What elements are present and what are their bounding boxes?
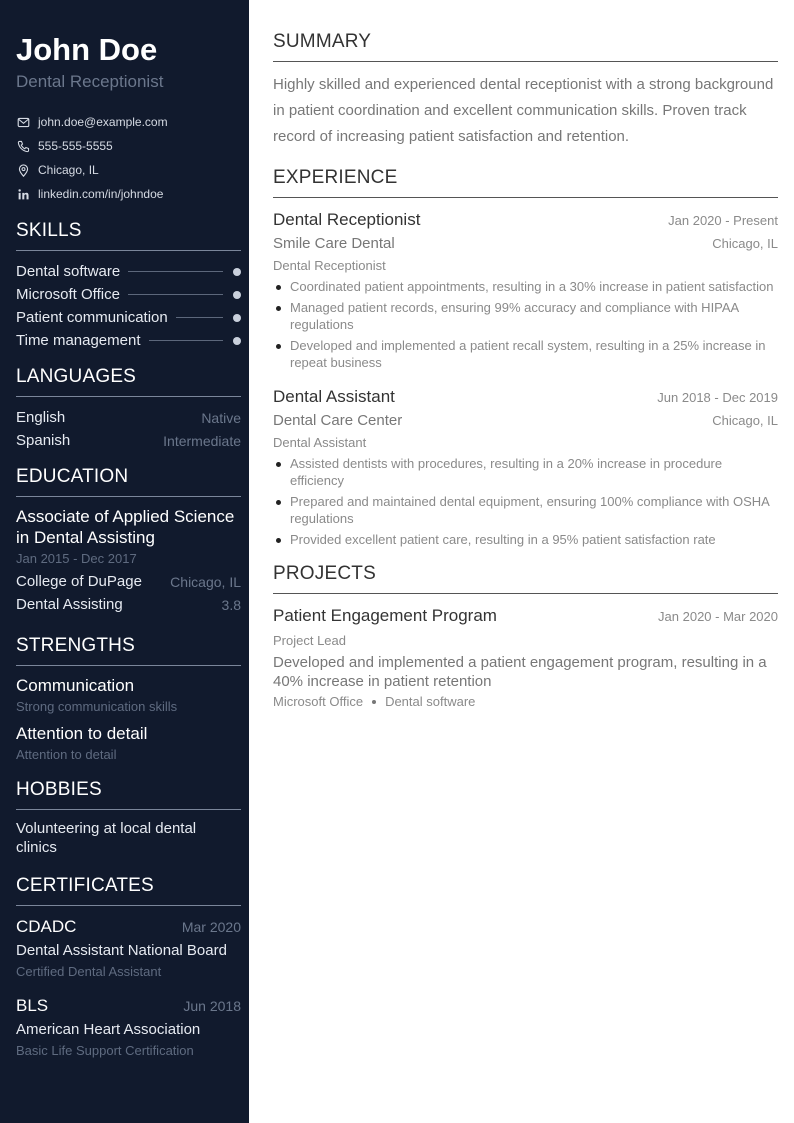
contact-email-text: john.doe@example.com — [38, 115, 168, 129]
education-field-row — [16, 593, 241, 616]
skill-label: Microsoft Office — [16, 286, 120, 303]
certificate-desc: Certified Dental Assistant — [16, 964, 162, 979]
job-bullet: Coordinated patient appointments, resulting in a 30% increase in patient satisfaction — [273, 278, 778, 295]
skill-dot — [233, 268, 241, 276]
certificates-heading: CERTIFICATES — [16, 874, 241, 906]
skill-item — [16, 283, 241, 306]
certificate-header — [16, 994, 241, 1018]
education-dates: Jan 2015 - Dec 2017 — [16, 551, 137, 566]
certificate-date: Mar 2020 — [181, 919, 241, 935]
education-field: Dental Assisting — [16, 596, 123, 613]
contact-location-text: Chicago, IL — [38, 163, 99, 177]
skill-label: Patient communication — [16, 309, 168, 326]
certificate-org: American Heart Association — [16, 1021, 201, 1038]
education-gpa: 3.8 — [221, 596, 241, 613]
language-level: Intermediate — [163, 432, 241, 449]
education-degree: Associate of Applied Science in Dental Assisting — [16, 507, 235, 547]
candidate-title: Dental Receptionist — [16, 72, 164, 91]
skill-dot — [233, 291, 241, 299]
contact-location — [16, 158, 241, 182]
summary-text: Highly skilled and experienced dental receptionist with a strong background in patient coordination and excellent communication skills. Proven track record of increasing patient satisfaction and retention. — [273, 76, 774, 145]
certificate-desc: Basic Life Support Certification — [16, 1043, 194, 1058]
job-company: Smile Care Dental — [273, 235, 395, 252]
job-dates: Jun 2018 - Dec 2019 — [657, 390, 778, 405]
languages-heading: LANGUAGES — [16, 365, 241, 397]
education-school-row — [16, 570, 241, 593]
candidate-name: John Doe — [16, 32, 158, 67]
job-bullets — [273, 455, 778, 548]
certificate-name: BLS — [16, 996, 49, 1015]
project-name: Patient Engagement Program — [273, 606, 497, 625]
skills-heading: SKILLS — [16, 219, 241, 251]
hobbies-heading: HOBBIES — [16, 778, 241, 810]
skill-line — [149, 340, 224, 341]
job-title: Dental Receptionist — [273, 210, 421, 229]
strength-name: Attention to detail — [16, 724, 148, 743]
strength-desc: Strong communication skills — [16, 699, 178, 714]
job-company-row — [273, 232, 778, 256]
language-item — [16, 429, 241, 452]
skill-line — [128, 271, 223, 272]
project-tags — [273, 694, 778, 709]
skill-item — [16, 329, 241, 352]
contact-email[interactable] — [16, 110, 241, 134]
job-bullet: Managed patient records, ensuring 99% accuracy and compliance with HIPAA regulations — [273, 299, 778, 333]
job-bullet: Provided excellent patient care, resulting in a 95% patient satisfaction rate — [273, 531, 778, 548]
sidebar — [0, 0, 249, 1123]
projects-heading: PROJECTS — [273, 562, 778, 594]
education-school: College of DuPage — [16, 573, 142, 590]
skill-dot — [233, 314, 241, 322]
tag-separator — [372, 700, 376, 704]
job-entry — [273, 385, 778, 548]
skill-dot — [233, 337, 241, 345]
project-dates: Jan 2020 - Mar 2020 — [658, 609, 778, 624]
project-role: Project Lead — [273, 633, 346, 648]
contact-phone[interactable] — [16, 134, 241, 158]
project-entry — [273, 604, 778, 709]
main-content — [249, 0, 794, 1123]
job-company-row — [273, 409, 778, 433]
job-entry — [273, 208, 778, 371]
skill-item — [16, 260, 241, 283]
job-bullet: Assisted dentists with procedures, resulting in a 20% increase in procedure efficiency — [273, 455, 778, 489]
language-name: English — [16, 409, 66, 426]
education-location: Chicago, IL — [170, 573, 241, 590]
language-item — [16, 406, 241, 429]
job-role: Dental Receptionist — [273, 258, 386, 273]
job-location: Chicago, IL — [712, 413, 778, 428]
strength-desc: Attention to detail — [16, 747, 117, 762]
skill-label: Dental software — [16, 263, 121, 280]
experience-heading: EXPERIENCE — [273, 166, 778, 198]
certificate-org: Dental Assistant National Board — [16, 942, 227, 959]
hobby-item: Volunteering at local dental clinics — [16, 820, 197, 856]
language-name: Spanish — [16, 432, 71, 449]
job-location: Chicago, IL — [712, 236, 778, 251]
location-pin-icon — [16, 163, 30, 177]
strength-name: Communication — [16, 676, 135, 695]
project-description: Developed and implemented a patient engagement program, resulting in a 40% increase in patient retention — [273, 654, 767, 690]
skill-label: Time management — [16, 332, 141, 349]
job-bullet: Developed and implemented a patient recall system, resulting in a 25% increase in repeat business — [273, 337, 778, 371]
contact-phone-text: 555-555-5555 — [38, 139, 113, 153]
summary-heading: SUMMARY — [273, 30, 778, 62]
job-header — [273, 385, 778, 409]
certificate-name: CDADC — [16, 917, 77, 936]
job-header — [273, 208, 778, 232]
certificate-date: Jun 2018 — [183, 998, 241, 1014]
job-company: Dental Care Center — [273, 412, 403, 429]
skill-line — [176, 317, 223, 318]
strengths-heading: STRENGTHS — [16, 634, 241, 666]
linkedin-icon — [16, 187, 30, 201]
phone-icon — [16, 139, 30, 153]
project-tag: Dental software — [385, 694, 476, 709]
job-role: Dental Assistant — [273, 435, 367, 450]
mail-icon — [16, 115, 30, 129]
education-heading: EDUCATION — [16, 465, 241, 497]
skill-line — [128, 294, 223, 295]
contact-linkedin[interactable] — [16, 182, 241, 206]
job-bullets — [273, 278, 778, 371]
language-level: Native — [201, 409, 241, 426]
project-tag: Microsoft Office — [273, 694, 364, 709]
project-header — [273, 604, 778, 628]
contact-linkedin-text: linkedin.com/in/johndoe — [38, 187, 164, 201]
job-bullet: Prepared and maintained dental equipment, ensuring 100% compliance with OSHA regulations — [273, 493, 778, 527]
skill-item — [16, 306, 241, 329]
job-dates: Jan 2020 - Present — [668, 213, 778, 228]
certificate-header — [16, 915, 241, 939]
job-title: Dental Assistant — [273, 387, 395, 406]
